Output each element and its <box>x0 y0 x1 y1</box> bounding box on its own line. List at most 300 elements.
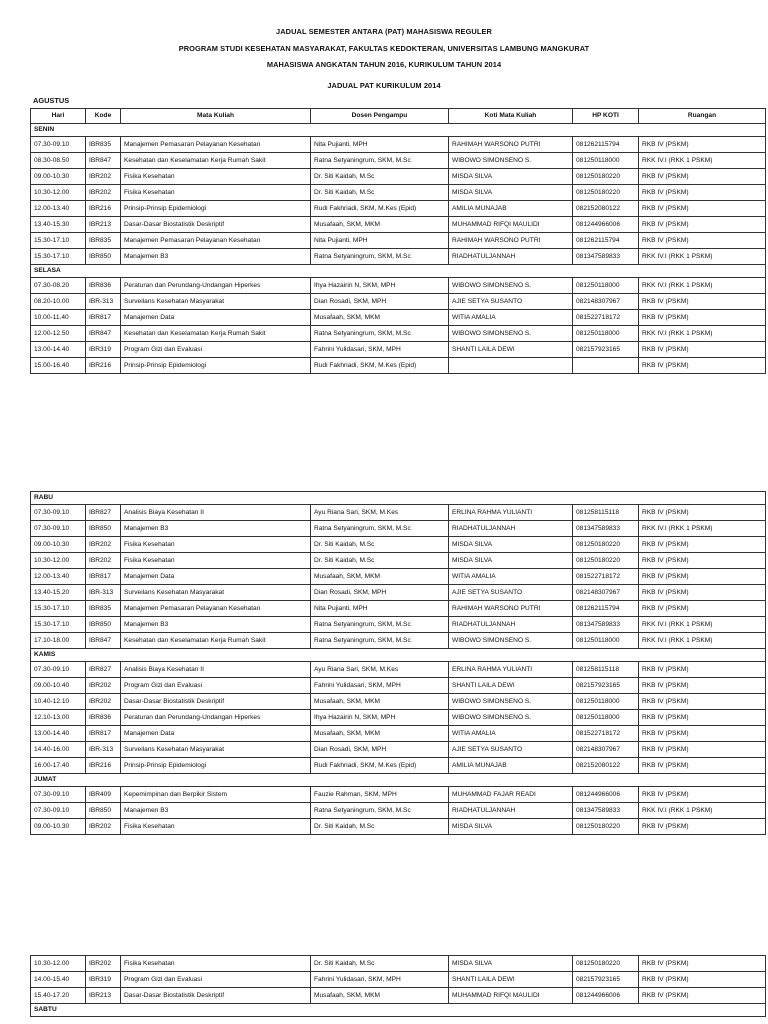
table-row <box>31 758 766 774</box>
cell-phone: 081250180220 <box>573 537 639 553</box>
cell-coordinator: MISDA SILVA <box>449 169 573 185</box>
cell-phone: 081258115118 <box>573 505 639 521</box>
cell-time: 09.00-10.30 <box>31 537 86 553</box>
cell-time: 15.30-17.10 <box>31 617 86 633</box>
cell-time: 10.30-12.00 <box>31 956 86 972</box>
document-title: JADUAL SEMESTER ANTARA (PAT) MAHASISWA REGULER <box>276 27 492 36</box>
cell-time: 17.10-18.00 <box>31 633 86 649</box>
cell-course: Manajemen B3 <box>121 249 311 265</box>
cell-phone: 081347589833 <box>573 249 639 265</box>
cell-code: IBR847 <box>86 633 121 649</box>
cell-coordinator: WIBOWO SIMONSENO S. <box>449 710 573 726</box>
cell-code: IBR850 <box>86 249 121 265</box>
cell-coordinator: RAHIMAH WARSONO PUTRI <box>449 601 573 617</box>
table-row <box>31 972 766 988</box>
cell-coordinator: MISDA SILVA <box>449 537 573 553</box>
schedule-table-page-2 <box>30 491 766 835</box>
table-row <box>31 617 766 633</box>
cell-phone: 081250180220 <box>573 169 639 185</box>
cell-course: Manajemen B3 <box>121 617 311 633</box>
cell-time: 07.30-09.10 <box>31 521 86 537</box>
cell-lecturer: Dr. Siti Kaidah, M.Sc <box>311 553 449 569</box>
day-label: SELASA <box>31 265 766 278</box>
cell-course: Peraturan dan Perundang-Undangan Hiperkes <box>121 710 311 726</box>
cell-coordinator: ERLINA RAHMA YULIANTI <box>449 662 573 678</box>
cell-course: Fisika Kesehatan <box>121 819 311 835</box>
table-row <box>31 569 766 585</box>
cell-course: Kesehatan dan Keselamatan Kerja Rumah Sakit <box>121 633 311 649</box>
table-row <box>31 137 766 153</box>
cell-coordinator: AJIE SETYA SUSANTO <box>449 585 573 601</box>
cell-code: IBR213 <box>86 988 121 1004</box>
table-row <box>31 819 766 835</box>
cell-code: IBR319 <box>86 342 121 358</box>
cell-code: IBR409 <box>86 787 121 803</box>
cell-room: RKB IV (PSKM) <box>639 678 766 694</box>
cell-phone: 081522718172 <box>573 726 639 742</box>
cell-lecturer: Fahrini Yulidasari, SKM, MPH <box>311 972 449 988</box>
cell-phone: 081522718172 <box>573 310 639 326</box>
cell-course: Manajemen Data <box>121 569 311 585</box>
cell-lecturer: Dr. Siti Kaidah, M.Sc <box>311 956 449 972</box>
table-row <box>31 310 766 326</box>
cell-lecturer: Nita Pujianti, MPH <box>311 233 449 249</box>
cell-lecturer: Ratna Setyaningrum, SKM, M.Sc <box>311 617 449 633</box>
table-row <box>31 217 766 233</box>
day-label: SENIN <box>31 124 766 137</box>
cell-code: IBR213 <box>86 217 121 233</box>
cell-room: RKB IV (PSKM) <box>639 726 766 742</box>
column-header-kode: Kode <box>86 109 121 124</box>
day-row <box>31 774 766 787</box>
cell-course: Kesehatan dan Keselamatan Kerja Rumah Sakit <box>121 153 311 169</box>
table-row <box>31 278 766 294</box>
cell-phone: 081347589833 <box>573 521 639 537</box>
schedule-table-page-3 <box>30 955 766 1017</box>
cell-phone: 081250180220 <box>573 819 639 835</box>
table-row <box>31 585 766 601</box>
cell-coordinator: RIADHATULJANNAH <box>449 249 573 265</box>
cell-lecturer: Dr. Siti Kaidah, M.Sc <box>311 819 449 835</box>
cell-course: Manajemen B3 <box>121 521 311 537</box>
table-row <box>31 956 766 972</box>
cell-course: Surveilans Kesehatan Masyarakat <box>121 585 311 601</box>
column-header-hari: Hari <box>31 109 86 124</box>
cell-coordinator: AMILIA MUNAJAB <box>449 758 573 774</box>
cell-course: Kepemimpinan dan Berpikir Sistem <box>121 787 311 803</box>
cell-lecturer: Dian Rosadi, SKM, MPH <box>311 585 449 601</box>
day-label: RABU <box>31 492 766 505</box>
table-row <box>31 710 766 726</box>
cell-time: 12.00-13.40 <box>31 201 86 217</box>
cell-room: RKK IV.I (RKK 1 PSKM) <box>639 278 766 294</box>
cell-time: 08.30-08.50 <box>31 153 86 169</box>
cell-course: Surveilans Kesehatan Masyarakat <box>121 742 311 758</box>
cell-time: 09.00-10.30 <box>31 819 86 835</box>
cell-time: 09.00-10.40 <box>31 678 86 694</box>
cell-lecturer: Dian Rosadi, SKM, MPH <box>311 742 449 758</box>
table-row <box>31 153 766 169</box>
column-header-dosen-pengampu: Dosen Pengampu <box>311 109 449 124</box>
cell-lecturer: Nita Pujianti, MPH <box>311 137 449 153</box>
cell-code: IBR202 <box>86 819 121 835</box>
cell-phone: 081250180220 <box>573 956 639 972</box>
cell-phone: 082157923165 <box>573 342 639 358</box>
cell-course: Fisika Kesehatan <box>121 537 311 553</box>
cell-lecturer: Dr. Siti Kaidah, M.Sc <box>311 169 449 185</box>
cell-course: Prinsip-Prinsip Epidemiologi <box>121 201 311 217</box>
cell-lecturer: Ratna Setyaningrum, SKM, M.Sc <box>311 521 449 537</box>
table-row <box>31 342 766 358</box>
cell-coordinator: AMILIA MUNAJAB <box>449 201 573 217</box>
cell-course: Fisika Kesehatan <box>121 553 311 569</box>
table-row <box>31 553 766 569</box>
cohort-title: MAHASISWA ANGKATAN TAHUN 2016, KURIKULUM TAHUN 2014 <box>266 60 502 69</box>
cell-lecturer: Dr. Siti Kaidah, M.Sc <box>311 185 449 201</box>
cell-code: IBR216 <box>86 201 121 217</box>
cell-code: IBR817 <box>86 726 121 742</box>
cell-room: RKK IV.I (RKK 1 PSKM) <box>639 153 766 169</box>
cell-phone: 081522718172 <box>573 569 639 585</box>
cell-coordinator: SHANTI LAILA DEWI <box>449 678 573 694</box>
cell-lecturer: Musafaah, SKM, MKM <box>311 988 449 1004</box>
cell-lecturer: Ayu Riana Sari, SKM, M.Kes <box>311 662 449 678</box>
cell-phone: 081258115118 <box>573 662 639 678</box>
cell-code: IBR202 <box>86 553 121 569</box>
cell-phone: 081250118000 <box>573 153 639 169</box>
cell-coordinator: MUHAMMAD RIFQI MAULIDI <box>449 988 573 1004</box>
cell-lecturer: Ratna Setyaningrum, SKM, M.Sc <box>311 633 449 649</box>
cell-phone: 081244966006 <box>573 787 639 803</box>
cell-coordinator: AJIE SETYA SUSANTO <box>449 294 573 310</box>
cell-code: IBR817 <box>86 569 121 585</box>
day-row <box>31 649 766 662</box>
cell-room: RKB IV (PSKM) <box>639 342 766 358</box>
table-row <box>31 537 766 553</box>
table-row <box>31 358 766 374</box>
cell-room: RKB IV (PSKM) <box>639 233 766 249</box>
cell-time: 08.20-10.00 <box>31 294 86 310</box>
cell-course: Program Gizi dan Evaluasi <box>121 342 311 358</box>
cell-time: 13.40-15.30 <box>31 217 86 233</box>
cell-course: Prinsip-Prinsip Epidemiologi <box>121 758 311 774</box>
table-row <box>31 803 766 819</box>
cell-course: Manajemen Data <box>121 310 311 326</box>
cell-time: 07.30-09.10 <box>31 787 86 803</box>
cell-time: 15.30-17.10 <box>31 233 86 249</box>
cell-time: 07.30-09.10 <box>31 662 86 678</box>
cell-code: IBR319 <box>86 972 121 988</box>
table-row <box>31 201 766 217</box>
table-row <box>31 633 766 649</box>
cell-phone: 081262115794 <box>573 601 639 617</box>
cell-course: Dasar-Dasar Biostatistik Deskriptif <box>121 988 311 1004</box>
cell-code: IBR850 <box>86 617 121 633</box>
cell-phone: 081250118000 <box>573 694 639 710</box>
cell-coordinator <box>449 358 573 374</box>
cell-lecturer: Ihya Hazairin N, SKM, MPH <box>311 278 449 294</box>
cell-coordinator: RAHIMAH WARSONO PUTRI <box>449 137 573 153</box>
cell-lecturer: Rudi Fakhriadi, SKM, M.Kes (Epid) <box>311 358 449 374</box>
cell-code: IBR-313 <box>86 294 121 310</box>
cell-course: Surveilans Kesehatan Masyarakat <box>121 294 311 310</box>
table-row <box>31 505 766 521</box>
cell-room: RKB IV (PSKM) <box>639 662 766 678</box>
cell-room: RKB IV (PSKM) <box>639 294 766 310</box>
table-row <box>31 726 766 742</box>
cell-code: IBR202 <box>86 185 121 201</box>
cell-time: 15.40-17.20 <box>31 988 86 1004</box>
cell-time: 10.40-12.10 <box>31 694 86 710</box>
cell-time: 07.30-09.10 <box>31 137 86 153</box>
cell-coordinator: RIADHATULJANNAH <box>449 521 573 537</box>
cell-coordinator: WITIA AMALIA <box>449 726 573 742</box>
cell-lecturer: Musafaah, SKM, MKM <box>311 310 449 326</box>
program-title: PROGRAM STUDI KESEHATAN MASYARAKAT, FAKULTAS KEDOKTERAN, UNIVERSITAS LAMBUNG MANGKURAT <box>178 44 590 53</box>
cell-course: Manajemen Pemasaran Pelayanan Kesehatan <box>121 601 311 617</box>
cell-lecturer: Ratna Setyaningrum, SKM, M.Sc <box>311 803 449 819</box>
cell-time: 09.00-10.30 <box>31 169 86 185</box>
cell-phone: 081250118000 <box>573 633 639 649</box>
cell-course: Manajemen Pemasaran Pelayanan Kesehatan <box>121 233 311 249</box>
cell-room: RKB IV (PSKM) <box>639 201 766 217</box>
cell-course: Peraturan dan Perundang-Undangan Hiperkes <box>121 278 311 294</box>
cell-coordinator: WIBOWO SIMONSENO S. <box>449 633 573 649</box>
cell-room: RKB IV (PSKM) <box>639 601 766 617</box>
cell-phone: 081250180220 <box>573 185 639 201</box>
cell-room: RKK IV.I (RKK 1 PSKM) <box>639 521 766 537</box>
cell-coordinator: MUHAMMAD RIFQI MAULIDI <box>449 217 573 233</box>
cell-room: RKB IV (PSKM) <box>639 505 766 521</box>
table-row <box>31 294 766 310</box>
cell-room: RKB IV (PSKM) <box>639 358 766 374</box>
cell-code: IBR202 <box>86 678 121 694</box>
column-header-ruangan: Ruangan <box>639 109 766 124</box>
cell-time: 07.30-09.10 <box>31 803 86 819</box>
cell-room: RKB IV (PSKM) <box>639 742 766 758</box>
table-row <box>31 988 766 1004</box>
cell-phone: 082157923165 <box>573 678 639 694</box>
cell-lecturer: Ratna Setyaningrum, SKM, M.Sc <box>311 249 449 265</box>
cell-phone: 081244966006 <box>573 217 639 233</box>
cell-coordinator: AJIE SETYA SUSANTO <box>449 742 573 758</box>
table-header-row <box>31 109 766 124</box>
cell-phone: 082148307967 <box>573 742 639 758</box>
cell-course: Program Gizi dan Evaluasi <box>121 678 311 694</box>
cell-room: RKB IV (PSKM) <box>639 758 766 774</box>
day-label: SABTU <box>31 1004 766 1017</box>
cell-room: RKB IV (PSKM) <box>639 310 766 326</box>
cell-time: 13.00-14.40 <box>31 726 86 742</box>
cell-course: Analisis Biaya Kesehatan II <box>121 662 311 678</box>
cell-room: RKB IV (PSKM) <box>639 585 766 601</box>
cell-time: 15.30-17.10 <box>31 249 86 265</box>
cell-code: IBR847 <box>86 153 121 169</box>
cell-lecturer: Nita Pujianti, MPH <box>311 601 449 617</box>
cell-course: Dasar-Dasar Biostatistik Deskriptif <box>121 217 311 233</box>
cell-phone: 081250180220 <box>573 553 639 569</box>
cell-course: Kesehatan dan Keselamatan Kerja Rumah Sakit <box>121 326 311 342</box>
cell-course: Fisika Kesehatan <box>121 185 311 201</box>
cell-code: IBR847 <box>86 326 121 342</box>
cell-phone: 082157923165 <box>573 972 639 988</box>
cell-lecturer: Ratna Setyaningrum, SKM, M.Sc <box>311 153 449 169</box>
cell-course: Manajemen Pemasaran Pelayanan Kesehatan <box>121 137 311 153</box>
cell-coordinator: WIBOWO SIMONSENO S. <box>449 694 573 710</box>
cell-coordinator: MISDA SILVA <box>449 553 573 569</box>
cell-phone: 081262115794 <box>573 233 639 249</box>
cell-coordinator: RIADHATULJANNAH <box>449 803 573 819</box>
cell-phone: 081347589833 <box>573 617 639 633</box>
day-row <box>31 124 766 137</box>
cell-room: RKK IV.I (RKK 1 PSKM) <box>639 326 766 342</box>
cell-code: IBR202 <box>86 956 121 972</box>
cell-course: Fisika Kesehatan <box>121 956 311 972</box>
table-row <box>31 787 766 803</box>
cell-phone: 081262115794 <box>573 137 639 153</box>
cell-room: RKB IV (PSKM) <box>639 185 766 201</box>
cell-time: 07.30-09.10 <box>31 505 86 521</box>
cell-room: RKB IV (PSKM) <box>639 169 766 185</box>
cell-lecturer: Musafaah, SKM, MKM <box>311 217 449 233</box>
cell-coordinator: MUHAMMAD FAJAR READI <box>449 787 573 803</box>
cell-room: RKB IV (PSKM) <box>639 537 766 553</box>
cell-time: 13.40-15.20 <box>31 585 86 601</box>
cell-room: RKK IV.I (RKK 1 PSKM) <box>639 617 766 633</box>
cell-coordinator: WIBOWO SIMONSENO S. <box>449 326 573 342</box>
cell-lecturer: Musafaah, SKM, MKM <box>311 694 449 710</box>
cell-room: RKB IV (PSKM) <box>639 988 766 1004</box>
cell-lecturer: Fahrini Yulidasari, SKM, MPH <box>311 342 449 358</box>
cell-time: 16.00-17.40 <box>31 758 86 774</box>
cell-room: RKB IV (PSKM) <box>639 787 766 803</box>
cell-code: IBR835 <box>86 137 121 153</box>
cell-course: Dasar-Dasar Biostatistik Deskriptif <box>121 694 311 710</box>
table-row <box>31 521 766 537</box>
cell-time: 10.30-12.00 <box>31 553 86 569</box>
schedule-table-page-1 <box>30 108 766 374</box>
table-row <box>31 694 766 710</box>
cell-coordinator: WIBOWO SIMONSENO S. <box>449 153 573 169</box>
cell-code: IBR-313 <box>86 742 121 758</box>
table-row <box>31 185 766 201</box>
cell-code: IBR202 <box>86 169 121 185</box>
cell-time: 15.30-17.10 <box>31 601 86 617</box>
cell-room: RKK IV.I (RKK 1 PSKM) <box>639 633 766 649</box>
cell-coordinator: WITIA AMALIA <box>449 569 573 585</box>
table-row <box>31 169 766 185</box>
cell-lecturer: Fauzie Rahman, SKM, MPH <box>311 787 449 803</box>
table-row <box>31 233 766 249</box>
cell-code: IBR827 <box>86 505 121 521</box>
cell-coordinator: MISDA SILVA <box>449 185 573 201</box>
cell-code: IBR835 <box>86 233 121 249</box>
cell-code: IBR817 <box>86 310 121 326</box>
cell-time: 15.00-16.40 <box>31 358 86 374</box>
cell-phone: 082148307967 <box>573 585 639 601</box>
cell-room: RKB IV (PSKM) <box>639 972 766 988</box>
cell-coordinator: SHANTI LAILA DEWI <box>449 972 573 988</box>
day-row <box>31 492 766 505</box>
cell-coordinator: RAHIMAH WARSONO PUTRI <box>449 233 573 249</box>
cell-phone: 081244966006 <box>573 988 639 1004</box>
cell-phone: 082152080122 <box>573 758 639 774</box>
table-row <box>31 662 766 678</box>
cell-lecturer: Ayu Riana Sari, SKM, M.Kes <box>311 505 449 521</box>
cell-course: Manajemen Data <box>121 726 311 742</box>
cell-course: Manajemen B3 <box>121 803 311 819</box>
cell-code: IBR835 <box>86 601 121 617</box>
cell-code: IBR850 <box>86 803 121 819</box>
cell-course: Fisika Kesehatan <box>121 169 311 185</box>
cell-phone: 081250118000 <box>573 710 639 726</box>
cell-lecturer: Musafaah, SKM, MKM <box>311 726 449 742</box>
cell-lecturer: Ihya Hazairin N, SKM, MPH <box>311 710 449 726</box>
cell-course: Program Gizi dan Evaluasi <box>121 972 311 988</box>
cell-lecturer: Musafaah, SKM, MKM <box>311 569 449 585</box>
cell-lecturer: Rudi Fakhriadi, SKM, M.Kes (Epid) <box>311 758 449 774</box>
cell-code: IBR-313 <box>86 585 121 601</box>
cell-course: Analisis Biaya Kesehatan II <box>121 505 311 521</box>
cell-phone <box>573 358 639 374</box>
cell-room: RKB IV (PSKM) <box>639 137 766 153</box>
table-row <box>31 326 766 342</box>
cell-lecturer: Dr. Siti Kaidah, M.Sc <box>311 537 449 553</box>
day-row <box>31 265 766 278</box>
cell-phone: 082152080122 <box>573 201 639 217</box>
cell-course: Prinsip-Prinsip Epidemiologi <box>121 358 311 374</box>
cell-time: 14.00-15.40 <box>31 972 86 988</box>
cell-coordinator: RIADHATULJANNAH <box>449 617 573 633</box>
cell-time: 14.40-16.00 <box>31 742 86 758</box>
cell-lecturer: Fahrini Yulidasari, SKM, MPH <box>311 678 449 694</box>
column-header-koti-mata-kuliah: Koti Mata Kuliah <box>449 109 573 124</box>
schedule-title: JADUAL PAT KURIKULUM 2014 <box>327 81 441 90</box>
cell-phone: 081250118000 <box>573 278 639 294</box>
cell-code: IBR836 <box>86 710 121 726</box>
cell-lecturer: Dian Rosadi, SKM, MPH <box>311 294 449 310</box>
cell-coordinator: MISDA SILVA <box>449 956 573 972</box>
cell-code: IBR202 <box>86 694 121 710</box>
cell-room: RKB IV (PSKM) <box>639 694 766 710</box>
cell-code: IBR836 <box>86 278 121 294</box>
cell-coordinator: MISDA SILVA <box>449 819 573 835</box>
cell-room: RKK IV.I (RKK 1 PSKM) <box>639 803 766 819</box>
cell-time: 10.00-11.40 <box>31 310 86 326</box>
cell-lecturer: Rudi Fakhriadi, SKM, M.Kes (Epid) <box>311 201 449 217</box>
day-label: JUMAT <box>31 774 766 787</box>
cell-room: RKB IV (PSKM) <box>639 569 766 585</box>
cell-room: RKB IV (PSKM) <box>639 956 766 972</box>
cell-room: RKB IV (PSKM) <box>639 710 766 726</box>
cell-time: 12.00-13.40 <box>31 569 86 585</box>
cell-time: 13.00-14.40 <box>31 342 86 358</box>
table-row <box>31 601 766 617</box>
cell-coordinator: SHANTI LAILA DEWI <box>449 342 573 358</box>
cell-code: IBR202 <box>86 537 121 553</box>
cell-room: RKK IV.I (RKK 1 PSKM) <box>639 249 766 265</box>
cell-time: 07.30-08.20 <box>31 278 86 294</box>
cell-code: IBR850 <box>86 521 121 537</box>
cell-code: IBR827 <box>86 662 121 678</box>
table-row <box>31 678 766 694</box>
cell-time: 12.00-12.50 <box>31 326 86 342</box>
cell-code: IBR216 <box>86 758 121 774</box>
cell-phone: 082148307967 <box>573 294 639 310</box>
cell-time: 10.30-12.00 <box>31 185 86 201</box>
cell-room: RKB IV (PSKM) <box>639 217 766 233</box>
column-header-mata-kuliah: Mata Kuliah <box>121 109 311 124</box>
